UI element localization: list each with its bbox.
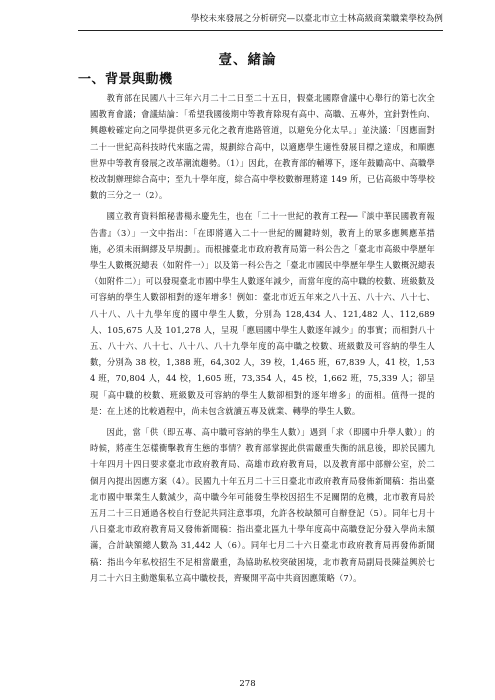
- page-number: 278: [239, 679, 256, 689]
- paragraph-3: 因此，當「供（即五專、高中職可容納的學生人數）」遇到「求（即國中升學人數）」的時候，將產生怎樣衝擊教育生態的事情？教育部掌握此供需嚴重失衡的訊息後，即於民國九十年四月十四日要求臺北市政府教育局、高雄市政府教育局，以及教育部中部辦公室，於二個月內提出因應方案（4）。民國九十年五月二十三日臺北市政府教育局發佈新聞稿：指出臺北市國中畢業生人數減少，高中職今年可能發生學校因招生不足關閉的危機，北市教育局於五月二十三日通過各校自行登記共同注意事項，允許各校缺額可自辦登記（5）。同年七月十八日臺北市政府教育局又發佈新聞稿：指出臺北區九十學年度高中高職登記分發入學尚未額滿，合計缺額總人數為 31,442 人（6）。同年七月二十六日臺北市政府教育局再發佈新聞稿：指出今年私校招生不足相當嚴重，為協助私校突破困境，北市教育局副局長陳益興於七月二十六日主動邀集私立高中職校長，齊聚開平高中共商因應策略（7）。: [90, 427, 435, 583]
- running-header: 學校未來發展之分析研究—以臺北市立士林高級商業職業學校為例: [190, 14, 443, 24]
- paragraph-2: 國立教育資料館秘書楊永慶先生，也在「二十一世紀的教育工程──『談中華民國教育報告書』（3）」一文中指出：「在即將邁入二十一世紀的關鍵時刻，教育上的眾多應興應革措施，必須未雨綢繆及早規劃」。而根據臺北市政府教育局第一科公告之「臺北市高級中學歷年學生人數概況總表（如附件一）」以及第一科公告之「臺北市國民中學歷年學生人數概況總表（如附件二）」可以發現臺北市國中學生人數逐年減少，而當年度的高中職的校數、班級數及可容納的學生人數卻相對的逐年增多！例如：臺北市近五年來之八十五、八十六、八十七、八十八、八十九學年度的國中學生人數，分別為 128,434 人、121,482 人、112,689 人、105,675 人及 101,278 人，呈現「應屆國中學生人數逐年減少」的事實；而相對八十五、八十六、八十七、八十八、八十九學年度的高中職之校數、班級數及可容納的學生人數，分別為 38 校，1,388 班，64,302 人，39 校，1,465 班，67,839 人，41 校，1,534 班，70,804 人，44 校，1,605 班，73,354 人，45 校，1,662 班，75,339 人；卻呈現「高中職的校數、班級數及可容納的學生人數卻相對的逐年增多」的面相。值得一提的是：在上述的比較過程中，尚未包含就讀五專及就業、轉學的學生人數。: [90, 211, 435, 416]
- paragraph-1: 教育部在民國八十三年六月二十二日至二十五日，假臺北國際會議中心舉行的第七次全國教育會議；會議結論：「希望我國後期中等教育除現有高中、高職、五專外，宜針對性向、興趣較確定向之同學提供更多元化之教育進路管道，以避免分化太早。」並決議：「因應面對二十一世紀高科技時代來臨之需，規劃綜合高中，以適應學生適性發展目標之達成，和順應世界中等教育發展之改革潮流趨勢。（1）」因此，在教育部的輔導下，逐年鼓勵高中、高職學校改制辦理綜合高中；至九十學年度，綜合高中學校數辦理將達 149 所，已佔高級中等學校數的三分之一（2）。: [90, 93, 435, 201]
- chapter-title: 壹、緒論: [218, 52, 277, 68]
- body-text: [90, 90, 435, 591]
- header-divider: [78, 30, 443, 31]
- section-heading: 一、背景與動機: [78, 72, 173, 87]
